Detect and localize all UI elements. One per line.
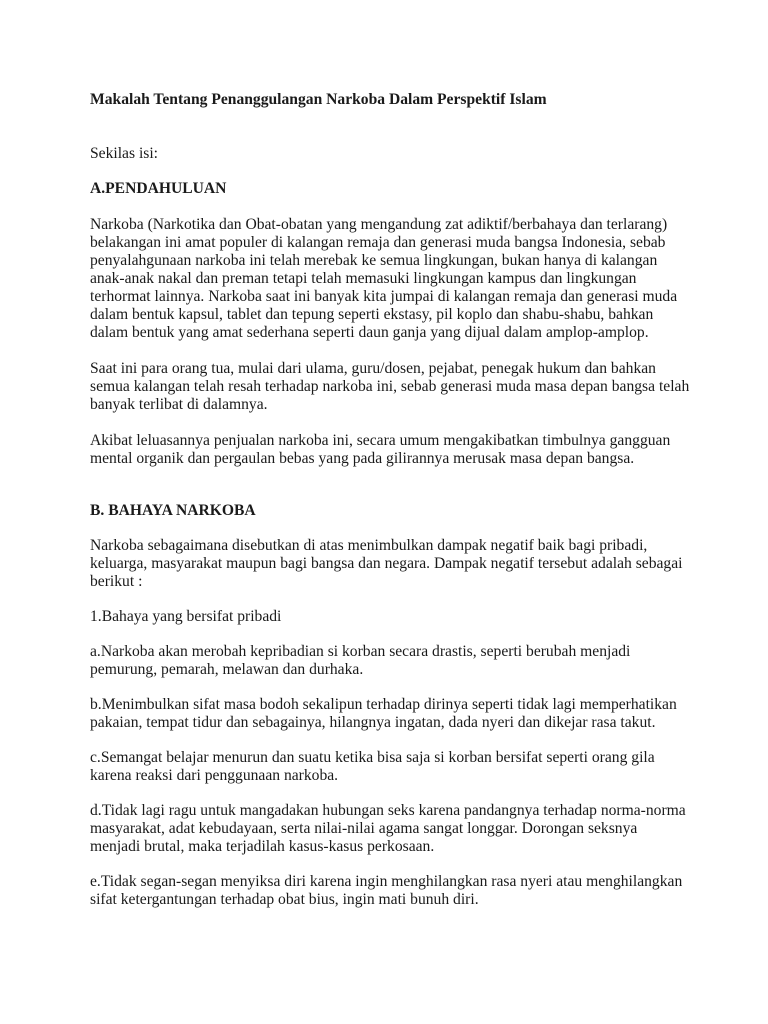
section-b-intro: Narkoba sebagaimana disebutkan di atas menimbulkan dampak negatif baik bagi pribadi, keluarga, masyarakat maupun bagi bangsa dan negara. Dampak negatif tersebut adalah sebagai berikut :: [90, 537, 683, 590]
section-b-item-c: c.Semangat belajar menurun dan suatu ketika bisa saja si korban bersifat seperti orang gila karena reaksi dari penggunaan narkoba.: [90, 749, 655, 784]
section-a-paragraph-2: Saat ini para orang tua, mulai dari ulama, guru/dosen, pejabat, penegak hukum dan bahkan semua kalangan telah resah terhadap narkoba ini, sebab generasi muda masa depan bangsa telah banyak terlibat di dalamnya.: [90, 360, 690, 413]
document-title: Makalah Tentang Penanggulangan Narkoba Dalam Perspektif Islam: [90, 91, 547, 108]
section-b-item-a: a.Narkoba akan merobah kepribadian si korban secara drastis, seperti berubah menjadi pemurung, pemarah, melawan dan durhaka.: [90, 643, 631, 678]
section-b-subheading: 1.Bahaya yang bersifat pribadi: [90, 608, 282, 625]
summary-label: Sekilas isi:: [90, 145, 159, 162]
section-a-paragraph-1: Narkoba (Narkotika dan Obat-obatan yang mengandung zat adiktif/berbahaya dan terlarang) belakangan ini amat populer di kalangan remaja dan generasi muda bangsa Indonesia, sebab penyalahgunaan narkoba ini telah merebak ke semua lingkungan, bukan hanya di kalangan anak-anak nakal dan preman tetapi telah memasuki lingkungan kampus dan lingkungan terhormat lainnya. Narkoba saat ini banyak kita jumpai di kalangan remaja dan generasi muda dalam bentuk kapsul, tablet dan tepung seperti ekstasy, pil koplo dan shabu-shabu, bahkan dalam bentuk yang amat sederhana seperti daun ganja yang dijual dalam amplop-amplop.: [90, 216, 678, 341]
section-b-item-b: b.Menimbulkan sifat masa bodoh sekalipun terhadap dirinya seperti tidak lagi memperhatikan pakaian, tempat tidur dan sebagainya, hilangnya ingatan, dada nyeri dan dikejar rasa takut.: [90, 696, 677, 731]
section-a-heading: A.PENDAHULUAN: [90, 180, 227, 197]
section-b-item-d: d.Tidak lagi ragu untuk mangadakan hubungan seks karena pandangnya terhadap norma-norma masyarakat, adat kebudayaan, serta nilai-nilai agama sangat longgar. Dorongan seksnya menjadi brutal, maka terjadilah kasus-kasus perkosaan.: [90, 802, 686, 855]
section-b-heading: B. BAHAYA NARKOBA: [90, 502, 256, 519]
document-page: [90, 91, 690, 909]
section-a-paragraph-3: Akibat leluasannya penjualan narkoba ini, secara umum mengakibatkan timbulnya gangguan mental organik dan pergaulan bebas yang pada gilirannya merusak masa depan bangsa.: [90, 432, 671, 467]
section-b-item-e: e.Tidak segan-segan menyiksa diri karena ingin menghilangkan rasa nyeri atau menghilangkan sifat ketergantungan terhadap obat bius, ingin mati bunuh diri.: [90, 873, 683, 908]
